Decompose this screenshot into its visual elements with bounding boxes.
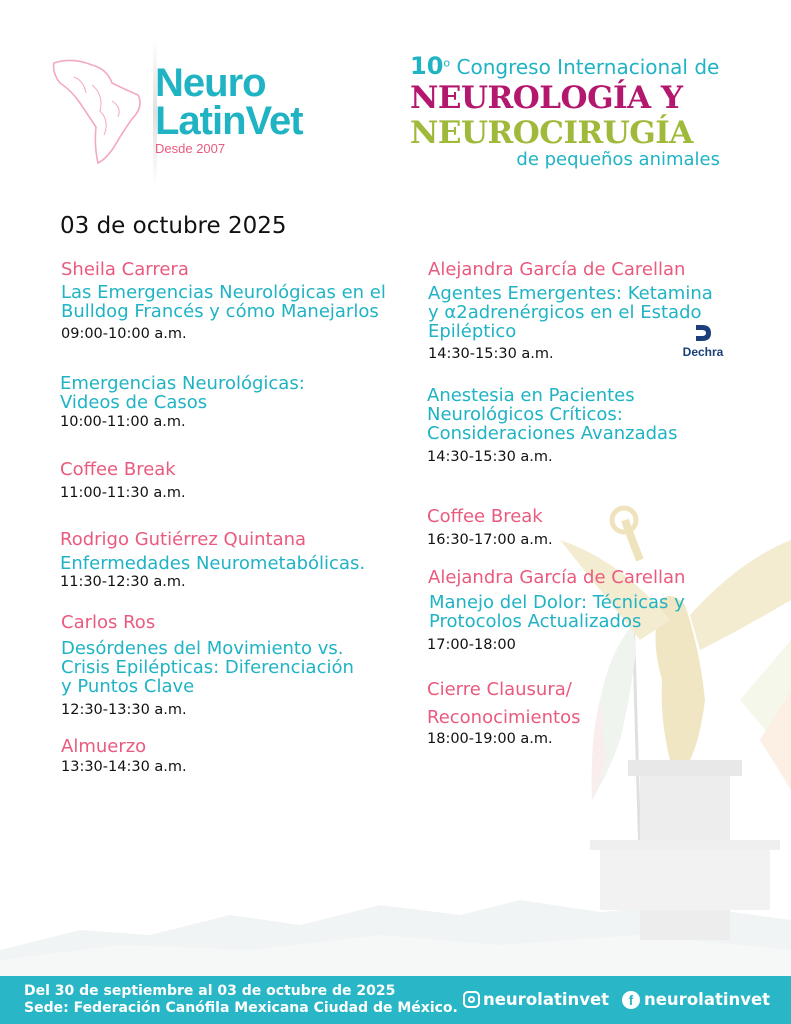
session-time: 11:30-12:30 a.m. bbox=[60, 574, 186, 590]
title-line: Manejo del Dolor: Técnicas y bbox=[429, 592, 685, 613]
congress-title bbox=[410, 52, 740, 170]
congress-line2: NEUROLOGÍA Y bbox=[410, 80, 683, 116]
session-time: 16:30-17:00 a.m. bbox=[427, 532, 553, 548]
closing-line: Reconocimientos bbox=[427, 707, 581, 728]
dechra-label: Dechra bbox=[682, 345, 724, 359]
session-title bbox=[428, 284, 713, 341]
session-title bbox=[60, 554, 365, 573]
latin-america-map-icon bbox=[52, 55, 147, 165]
session-title bbox=[60, 374, 305, 412]
logo-since: Desde 2007 bbox=[155, 141, 226, 156]
instagram-icon bbox=[463, 991, 480, 1008]
congress-line4: de pequeños animales bbox=[516, 149, 720, 170]
title-line: Emergencias Neurológicas: bbox=[60, 373, 305, 394]
logo-line1: Neuro bbox=[155, 61, 266, 105]
footer-venue: Sede: Federación Canófila Mexicana Ciudad de México. bbox=[24, 1000, 458, 1016]
footer-dates: Del 30 de septiembre al 03 de octubre de 2025 bbox=[24, 983, 396, 999]
title-line: Videos de Casos bbox=[60, 392, 208, 413]
title-line: Bulldog Francés y cómo Manejarlos bbox=[61, 301, 379, 322]
speaker-name: Carlos Ros bbox=[61, 612, 156, 633]
facebook-icon: f bbox=[622, 991, 640, 1009]
congress-number: 10 bbox=[410, 52, 444, 80]
title-line: Anestesia en Pacientes bbox=[427, 385, 635, 406]
break-label: Almuerzo bbox=[61, 736, 147, 757]
title-line: Desórdenes del Movimiento vs. bbox=[61, 638, 344, 659]
speaker-name bbox=[427, 676, 580, 732]
title-line: Enfermedades Neurometabólicas. bbox=[60, 553, 366, 574]
session-title bbox=[61, 639, 354, 696]
congress-line1 bbox=[410, 52, 740, 80]
title-line: y Puntos Clave bbox=[61, 676, 195, 697]
session-time: 13:30-14:30 a.m. bbox=[61, 759, 187, 775]
session-title bbox=[61, 283, 386, 321]
speaker-name: Alejandra García de Carellan bbox=[428, 567, 686, 588]
session-time: 14:30-15:30 a.m. bbox=[428, 346, 554, 362]
facebook-link[interactable] bbox=[622, 990, 770, 1009]
dechra-logo-icon bbox=[678, 322, 728, 359]
speaker-name: Rodrigo Gutiérrez Quintana bbox=[60, 529, 307, 550]
date-heading: 03 de octubre 2025 bbox=[60, 213, 287, 239]
break-label: Coffee Break bbox=[60, 459, 176, 480]
session-title bbox=[429, 593, 685, 631]
logo-text bbox=[155, 61, 303, 156]
instagram-handle: neurolatinvet bbox=[483, 990, 610, 1009]
footer-info bbox=[24, 983, 458, 1017]
title-line: Consideraciones Avanzadas bbox=[427, 423, 678, 444]
session-time: 11:00-11:30 a.m. bbox=[60, 485, 186, 501]
session-time: 10:00-11:00 a.m. bbox=[60, 414, 186, 430]
session-time: 12:30-13:30 a.m. bbox=[61, 702, 187, 718]
session-time: 09:00-10:00 a.m. bbox=[61, 326, 187, 342]
title-line: y α2adrenérgicos en el Estado bbox=[428, 302, 702, 323]
footer-bar bbox=[0, 976, 791, 1024]
speaker-name: Sheila Carrera bbox=[61, 259, 189, 280]
title-line: Epiléptico bbox=[428, 321, 517, 342]
title-line: Neurológicos Críticos: bbox=[427, 404, 623, 425]
session-time: 14:30-15:30 a.m. bbox=[427, 449, 553, 465]
title-line: Crisis Epilépticas: Diferenciación bbox=[61, 657, 354, 678]
instagram-link[interactable] bbox=[463, 990, 609, 1009]
session-time: 17:00-18:00 bbox=[427, 637, 516, 653]
title-line: Agentes Emergentes: Ketamina bbox=[428, 283, 713, 304]
session-title bbox=[427, 386, 677, 443]
title-line: Protocolos Actualizados bbox=[429, 611, 642, 632]
facebook-handle: neurolatinvet bbox=[644, 990, 771, 1009]
break-label: Coffee Break bbox=[427, 506, 543, 527]
congress-line3: NEUROCIRUGÍA bbox=[410, 115, 693, 151]
speaker-name: Alejandra García de Carellan bbox=[428, 259, 686, 280]
closing-line: Cierre Clausura/ bbox=[427, 679, 572, 700]
session-time: 18:00-19:00 a.m. bbox=[427, 731, 553, 747]
logo-line2: LatinVet bbox=[155, 99, 303, 143]
congress-line1-rest: Congreso Internacional de bbox=[456, 55, 720, 79]
congress-ordinal: o bbox=[443, 56, 451, 70]
title-line: Las Emergencias Neurológicas en el bbox=[61, 282, 386, 303]
